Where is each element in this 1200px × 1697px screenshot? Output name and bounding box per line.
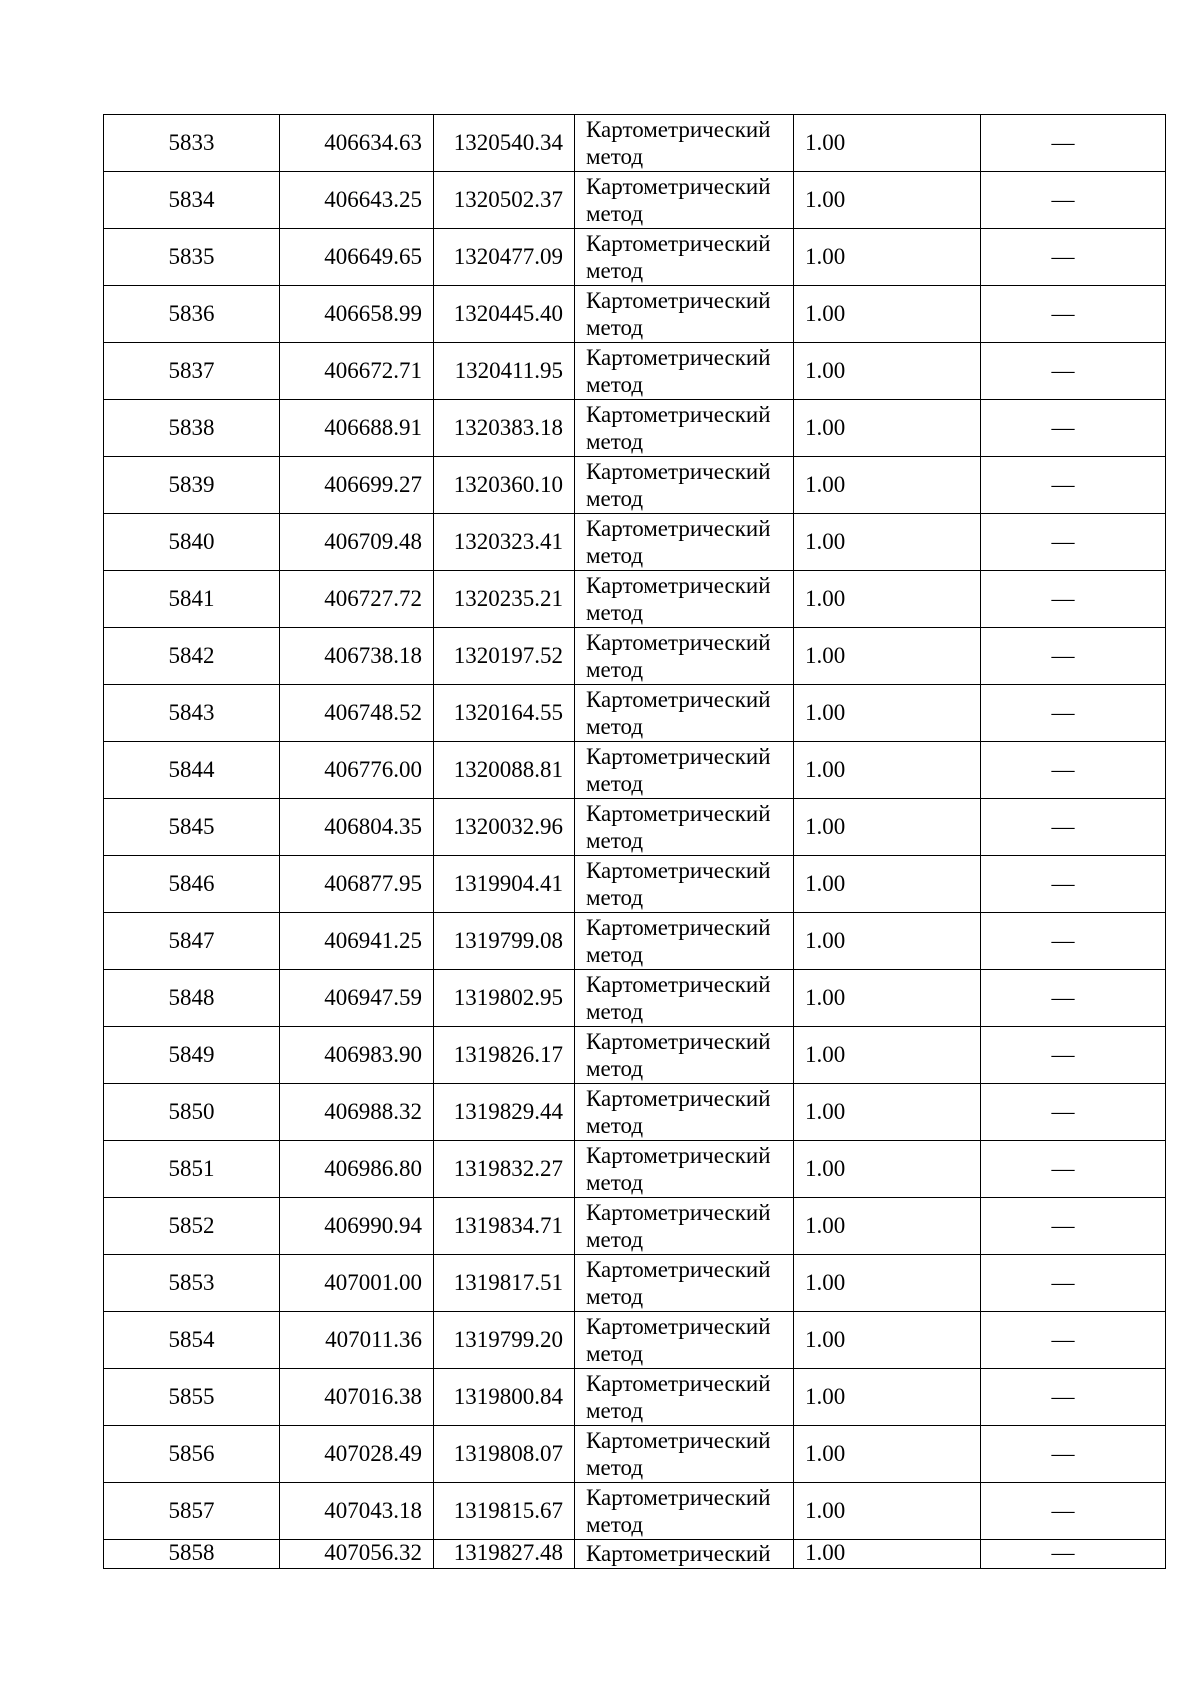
table-row [104,970,1166,1027]
method-cell [575,286,794,343]
y-coordinate-cell: 1319832.27 [434,1141,575,1198]
x-coordinate-cell: 406634.63 [280,115,434,172]
note-cell [981,1027,1166,1084]
method-cell [575,1312,794,1369]
method-text-line1: Картометрический [586,516,771,541]
method-text-line2: метод [586,1227,644,1252]
method-text-line2: метод [586,999,644,1024]
note-dash: — [1051,1156,1075,1181]
note-dash: — [1051,1441,1075,1466]
point-number-cell: 5842 [104,628,280,685]
accuracy-cell: 1.00 [794,115,981,172]
y-coordinate-cell: 1319799.20 [434,1312,575,1369]
method-text-line2: метод [586,1398,644,1423]
method-text-line1: Картометрический [586,687,771,712]
table-row [104,1483,1166,1540]
accuracy-cell: 1.00 [794,1426,981,1483]
point-number-cell: 5846 [104,856,280,913]
method-text-line2: метод [586,1170,644,1195]
method-text-line2: метод [586,372,644,397]
note-dash: — [1051,1327,1075,1352]
y-coordinate-cell: 1320445.40 [434,286,575,343]
table-row [104,286,1166,343]
y-coordinate-cell: 1319904.41 [434,856,575,913]
x-coordinate-cell: 407056.32 [280,1540,434,1569]
x-coordinate-cell: 406738.18 [280,628,434,685]
accuracy-cell: 1.00 [794,742,981,799]
note-cell [981,1540,1166,1569]
note-dash: — [1051,643,1075,668]
method-cell [575,1141,794,1198]
x-coordinate-cell: 406727.72 [280,571,434,628]
table-row [104,400,1166,457]
y-coordinate-cell: 1319829.44 [434,1084,575,1141]
x-coordinate-cell: 407001.00 [280,1255,434,1312]
y-coordinate-cell: 1320383.18 [434,400,575,457]
accuracy-cell: 1.00 [794,1540,981,1569]
method-cell [575,172,794,229]
accuracy-cell: 1.00 [794,1369,981,1426]
note-cell [981,514,1166,571]
table-row [104,172,1166,229]
accuracy-cell: 1.00 [794,457,981,514]
accuracy-cell: 1.00 [794,1312,981,1369]
note-cell [981,1369,1166,1426]
note-cell [981,1483,1166,1540]
method-text-line2: метод [586,315,644,340]
table-row [104,1426,1166,1483]
accuracy-cell: 1.00 [794,685,981,742]
method-text-line1: Картометрический [586,459,771,484]
y-coordinate-cell: 1319826.17 [434,1027,575,1084]
note-cell [981,115,1166,172]
method-text-line2: метод [586,201,644,226]
method-text-line1: Картометрический [586,345,771,370]
table-row [104,799,1166,856]
x-coordinate-cell: 406776.00 [280,742,434,799]
table-row [104,1312,1166,1369]
accuracy-cell: 1.00 [794,1255,981,1312]
y-coordinate-cell: 1320032.96 [434,799,575,856]
method-text-line1: Картометрический [586,1428,771,1453]
note-cell [981,400,1166,457]
y-coordinate-cell: 1319815.67 [434,1483,575,1540]
method-cell [575,1483,794,1540]
note-cell [981,856,1166,913]
y-coordinate-cell: 1320323.41 [434,514,575,571]
x-coordinate-cell: 406672.71 [280,343,434,400]
table-row [104,856,1166,913]
method-text-line1: Картометрический [586,1541,771,1566]
method-cell [575,685,794,742]
table-row [104,685,1166,742]
note-cell [981,628,1166,685]
point-number-cell: 5855 [104,1369,280,1426]
method-text-line2: метод [586,1056,644,1081]
point-number-cell: 5843 [104,685,280,742]
accuracy-cell: 1.00 [794,571,981,628]
point-number-cell: 5852 [104,1198,280,1255]
y-coordinate-cell: 1320411.95 [434,343,575,400]
method-text-line1: Картометрический [586,1371,771,1396]
table-row [104,1141,1166,1198]
note-dash: — [1051,1042,1075,1067]
method-cell [575,628,794,685]
x-coordinate-cell: 407028.49 [280,1426,434,1483]
method-text-line1: Картометрический [586,1086,771,1111]
y-coordinate-cell: 1319834.71 [434,1198,575,1255]
note-cell [981,913,1166,970]
point-number-cell: 5835 [104,229,280,286]
method-text-line1: Картометрический [586,801,771,826]
method-text-line1: Картометрический [586,174,771,199]
method-text-line2: метод [586,600,644,625]
method-text-line1: Картометрический [586,288,771,313]
point-number-cell: 5837 [104,343,280,400]
method-text-line2: метод [586,1512,644,1537]
method-text-line2: метод [586,714,644,739]
x-coordinate-cell: 406748.52 [280,685,434,742]
method-cell [575,457,794,514]
note-dash: — [1051,415,1075,440]
method-cell [575,1255,794,1312]
point-number-cell: 5850 [104,1084,280,1141]
point-number-cell: 5844 [104,742,280,799]
x-coordinate-cell: 407011.36 [280,1312,434,1369]
y-coordinate-cell: 1320477.09 [434,229,575,286]
method-cell [575,1369,794,1426]
point-number-cell: 5836 [104,286,280,343]
x-coordinate-cell: 406699.27 [280,457,434,514]
y-coordinate-cell: 1319799.08 [434,913,575,970]
x-coordinate-cell: 406658.99 [280,286,434,343]
y-coordinate-cell: 1320540.34 [434,115,575,172]
x-coordinate-cell: 406649.65 [280,229,434,286]
method-text-line1: Картометрический [586,972,771,997]
note-dash: — [1051,871,1075,896]
note-dash: — [1051,1540,1075,1565]
accuracy-cell: 1.00 [794,1198,981,1255]
note-dash: — [1051,358,1075,383]
table-row [104,742,1166,799]
accuracy-cell: 1.00 [794,628,981,685]
point-number-cell: 5854 [104,1312,280,1369]
note-cell [981,799,1166,856]
method-text-line2: метод [586,1341,644,1366]
note-dash: — [1051,187,1075,212]
x-coordinate-cell: 406643.25 [280,172,434,229]
note-cell [981,172,1166,229]
note-cell [981,286,1166,343]
y-coordinate-cell: 1319827.48 [434,1540,575,1569]
method-text-line2: метод [586,828,644,853]
note-cell [981,1255,1166,1312]
method-text-line2: метод [586,486,644,511]
method-cell [575,913,794,970]
accuracy-cell: 1.00 [794,172,981,229]
method-cell [575,1540,794,1569]
point-number-cell: 5858 [104,1540,280,1569]
method-cell [575,856,794,913]
note-dash: — [1051,1270,1075,1295]
x-coordinate-cell: 406688.91 [280,400,434,457]
point-number-cell: 5841 [104,571,280,628]
note-dash: — [1051,814,1075,839]
method-text-line2: метод [586,1113,644,1138]
note-cell [981,742,1166,799]
accuracy-cell: 1.00 [794,970,981,1027]
y-coordinate-cell: 1319817.51 [434,1255,575,1312]
method-text-line1: Картометрический [586,402,771,427]
x-coordinate-cell: 406988.32 [280,1084,434,1141]
method-text-line1: Картометрический [586,915,771,940]
y-coordinate-cell: 1319808.07 [434,1426,575,1483]
point-number-cell: 5834 [104,172,280,229]
method-text-line1: Картометрический [586,1029,771,1054]
method-text-line2: метод [586,543,644,568]
accuracy-cell: 1.00 [794,286,981,343]
method-cell [575,115,794,172]
x-coordinate-cell: 406941.25 [280,913,434,970]
table-row [104,1369,1166,1426]
accuracy-cell: 1.00 [794,1483,981,1540]
method-text-line2: метод [586,258,644,283]
point-number-cell: 5849 [104,1027,280,1084]
point-number-cell: 5857 [104,1483,280,1540]
accuracy-cell: 1.00 [794,1027,981,1084]
point-number-cell: 5856 [104,1426,280,1483]
note-dash: — [1051,700,1075,725]
note-dash: — [1051,1099,1075,1124]
note-cell [981,457,1166,514]
note-dash: — [1051,586,1075,611]
method-text-line1: Картометрический [586,1485,771,1510]
x-coordinate-cell: 406983.90 [280,1027,434,1084]
method-cell [575,742,794,799]
x-coordinate-cell: 406990.94 [280,1198,434,1255]
method-cell [575,799,794,856]
note-dash: — [1051,757,1075,782]
note-cell [981,343,1166,400]
note-dash: — [1051,529,1075,554]
note-cell [981,1312,1166,1369]
y-coordinate-cell: 1320360.10 [434,457,575,514]
method-text-line1: Картометрический [586,1314,771,1339]
method-cell [575,343,794,400]
method-text-line1: Картометрический [586,231,771,256]
method-text-line1: Картометрический [586,858,771,883]
method-cell [575,1426,794,1483]
method-text-line1: Картометрический [586,630,771,655]
note-cell [981,1141,1166,1198]
accuracy-cell: 1.00 [794,1084,981,1141]
y-coordinate-cell: 1320088.81 [434,742,575,799]
point-number-cell: 5853 [104,1255,280,1312]
table-body [104,115,1166,1569]
method-cell [575,1027,794,1084]
table-row [104,628,1166,685]
note-dash: — [1051,1213,1075,1238]
accuracy-cell: 1.00 [794,799,981,856]
method-cell [575,514,794,571]
accuracy-cell: 1.00 [794,856,981,913]
method-text-line2: метод [586,885,644,910]
table-row [104,457,1166,514]
method-text-line2: метод [586,657,644,682]
method-text-line1: Картометрический [586,1143,771,1168]
point-number-cell: 5833 [104,115,280,172]
method-text-line2: метод [586,942,644,967]
note-dash: — [1051,301,1075,326]
method-text-line1: Картометрический [586,1200,771,1225]
method-text-line2: метод [586,771,644,796]
note-dash: — [1051,244,1075,269]
table-row [104,115,1166,172]
note-dash: — [1051,472,1075,497]
table-row [104,514,1166,571]
point-number-cell: 5839 [104,457,280,514]
note-cell [981,970,1166,1027]
table-row [104,1027,1166,1084]
accuracy-cell: 1.00 [794,343,981,400]
table-row [104,1255,1166,1312]
note-cell [981,229,1166,286]
note-cell [981,1426,1166,1483]
note-dash: — [1051,985,1075,1010]
point-number-cell: 5848 [104,970,280,1027]
method-cell [575,970,794,1027]
note-dash: — [1051,130,1075,155]
x-coordinate-cell: 407043.18 [280,1483,434,1540]
method-text-line1: Картометрический [586,573,771,598]
method-cell [575,229,794,286]
method-text-line1: Картометрический [586,117,771,142]
coordinates-table [103,114,1166,1569]
table-row [104,229,1166,286]
y-coordinate-cell: 1320164.55 [434,685,575,742]
note-cell [981,685,1166,742]
table-row [104,1540,1166,1569]
x-coordinate-cell: 406709.48 [280,514,434,571]
accuracy-cell: 1.00 [794,913,981,970]
accuracy-cell: 1.00 [794,1141,981,1198]
x-coordinate-cell: 406877.95 [280,856,434,913]
y-coordinate-cell: 1320235.21 [434,571,575,628]
method-cell [575,1198,794,1255]
note-cell [981,571,1166,628]
table-row [104,1198,1166,1255]
y-coordinate-cell: 1320197.52 [434,628,575,685]
x-coordinate-cell: 406804.35 [280,799,434,856]
note-cell [981,1084,1166,1141]
y-coordinate-cell: 1320502.37 [434,172,575,229]
point-number-cell: 5840 [104,514,280,571]
y-coordinate-cell: 1319802.95 [434,970,575,1027]
method-text-line2: метод [586,1455,644,1480]
y-coordinate-cell: 1319800.84 [434,1369,575,1426]
note-dash: — [1051,1498,1075,1523]
method-cell [575,400,794,457]
point-number-cell: 5838 [104,400,280,457]
method-text-line1: Картометрический [586,744,771,769]
point-number-cell: 5847 [104,913,280,970]
accuracy-cell: 1.00 [794,229,981,286]
method-text-line1: Картометрический [586,1257,771,1282]
method-text-line2: метод [586,429,644,454]
method-text-line2: метод [586,144,644,169]
table-row [104,1084,1166,1141]
x-coordinate-cell: 406947.59 [280,970,434,1027]
point-number-cell: 5851 [104,1141,280,1198]
note-dash: — [1051,928,1075,953]
note-cell [981,1198,1166,1255]
method-cell [575,571,794,628]
table-row [104,343,1166,400]
table-row [104,913,1166,970]
note-dash: — [1051,1384,1075,1409]
point-number-cell: 5845 [104,799,280,856]
method-text-line2: метод [586,1284,644,1309]
method-cell [575,1084,794,1141]
accuracy-cell: 1.00 [794,400,981,457]
x-coordinate-cell: 407016.38 [280,1369,434,1426]
accuracy-cell: 1.00 [794,514,981,571]
table-row [104,571,1166,628]
x-coordinate-cell: 406986.80 [280,1141,434,1198]
